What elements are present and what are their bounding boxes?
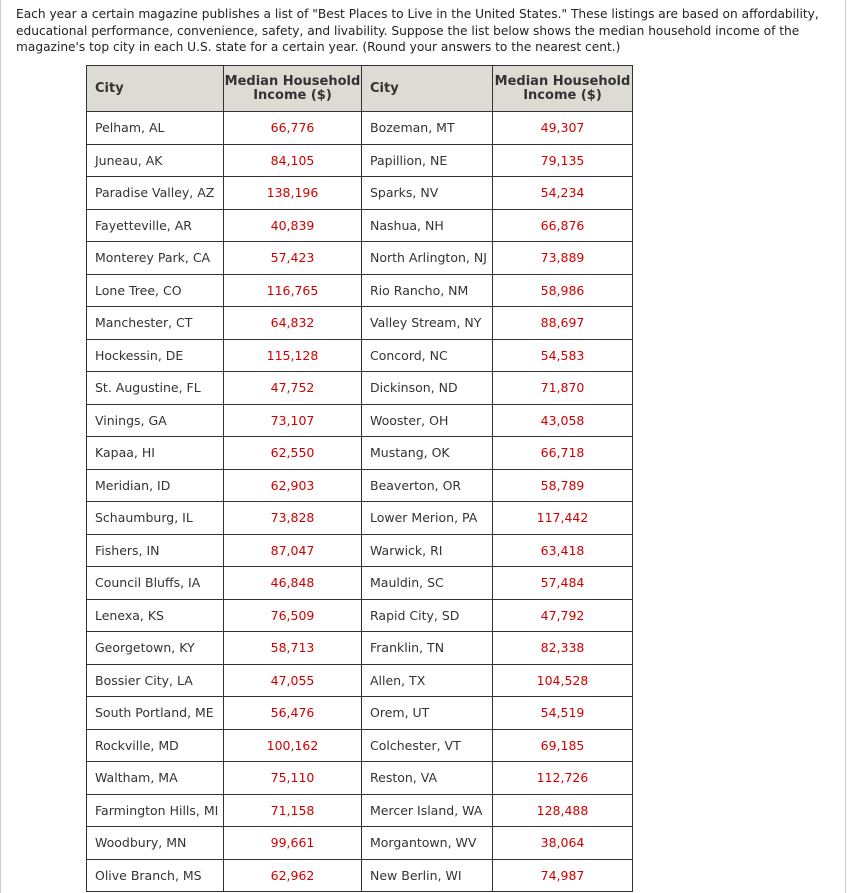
city-left-cell: Paradise Valley, AZ (87, 177, 224, 210)
income-left-cell: 47,055 (224, 664, 362, 697)
income-left-cell: 62,903 (224, 469, 362, 502)
income-right-cell: 54,234 (493, 177, 633, 210)
income-left-cell: 46,848 (224, 567, 362, 600)
income-left-cell: 56,476 (224, 697, 362, 730)
city-left-cell: Pelham, AL (87, 112, 224, 145)
city-right-cell: Mauldin, SC (362, 567, 493, 600)
problem-intro-text: Each year a certain magazine publishes a list of "Best Places to Live in the United States." These listings are based on affordability, educational performance, convenience, safety, and livability. Suppose the list below shows the median household income of the magazine's top city in each U.S. state for a certain year. (Round your answers to the nearest cent.) (16, 7, 819, 54)
income-right-cell: 88,697 (493, 307, 633, 340)
income-left-cell: 64,832 (224, 307, 362, 340)
table-row (87, 404, 633, 437)
city-right-cell: Franklin, TN (362, 632, 493, 665)
income-right-cell: 74,987 (493, 859, 633, 892)
income-left-cell: 71,158 (224, 794, 362, 827)
income-left-cell: 100,162 (224, 729, 362, 762)
city-left-cell: Rockville, MD (87, 729, 224, 762)
city-right-cell: Mercer Island, WA (362, 794, 493, 827)
city-right-cell: Warwick, RI (362, 534, 493, 567)
income-right-cell: 58,986 (493, 274, 633, 307)
income-right-cell: 58,789 (493, 469, 633, 502)
header-income-line2: Income ($) (253, 87, 332, 103)
city-left-cell: Farmington Hills, MI (87, 794, 224, 827)
city-right-cell: Rapid City, SD (362, 599, 493, 632)
city-right-cell: Dickinson, ND (362, 372, 493, 405)
income-right-cell: 54,583 (493, 339, 633, 372)
income-left-cell: 87,047 (224, 534, 362, 567)
income-table (86, 65, 633, 892)
income-left-cell: 116,765 (224, 274, 362, 307)
city-left-cell: Schaumburg, IL (87, 502, 224, 535)
city-left-cell: Lenexa, KS (87, 599, 224, 632)
table-row (87, 372, 633, 405)
city-right-cell: Morgantown, WV (362, 827, 493, 860)
city-left-cell: Vinings, GA (87, 404, 224, 437)
income-right-cell: 66,876 (493, 209, 633, 242)
table-row (87, 762, 633, 795)
city-right-cell: North Arlington, NJ (362, 242, 493, 275)
table-row (87, 469, 633, 502)
city-right-cell: Bozeman, MT (362, 112, 493, 145)
income-left-cell: 62,550 (224, 437, 362, 470)
city-left-cell: Fishers, IN (87, 534, 224, 567)
income-right-cell: 43,058 (493, 404, 633, 437)
income-left-cell: 40,839 (224, 209, 362, 242)
income-left-cell: 66,776 (224, 112, 362, 145)
income-left-cell: 99,661 (224, 827, 362, 860)
header-city-right: City (362, 66, 493, 112)
table-row (87, 177, 633, 210)
city-left-cell: Kapaa, HI (87, 437, 224, 470)
city-right-cell: Lower Merion, PA (362, 502, 493, 535)
city-right-cell: Beaverton, OR (362, 469, 493, 502)
table-row (87, 664, 633, 697)
table-row (87, 209, 633, 242)
income-right-cell: 57,484 (493, 567, 633, 600)
table-header-row (87, 66, 633, 112)
table-row (87, 144, 633, 177)
city-right-cell: New Berlin, WI (362, 859, 493, 892)
city-left-cell: Waltham, MA (87, 762, 224, 795)
table-row (87, 307, 633, 340)
table-row (87, 632, 633, 665)
income-right-cell: 82,338 (493, 632, 633, 665)
table-row (87, 599, 633, 632)
income-right-cell: 38,064 (493, 827, 633, 860)
header-income-line2: Income ($) (523, 87, 602, 103)
header-income-right (493, 66, 633, 112)
city-right-cell: Allen, TX (362, 664, 493, 697)
city-right-cell: Mustang, OK (362, 437, 493, 470)
table-row (87, 502, 633, 535)
table-row (87, 859, 633, 892)
city-right-cell: Valley Stream, NY (362, 307, 493, 340)
city-left-cell: Bossier City, LA (87, 664, 224, 697)
income-left-cell: 84,105 (224, 144, 362, 177)
city-right-cell: Rio Rancho, NM (362, 274, 493, 307)
table-row (87, 242, 633, 275)
income-left-cell: 73,107 (224, 404, 362, 437)
header-income-left (224, 66, 362, 112)
city-left-cell: Woodbury, MN (87, 827, 224, 860)
city-left-cell: Hockessin, DE (87, 339, 224, 372)
income-right-cell: 47,792 (493, 599, 633, 632)
city-left-cell: Council Bluffs, IA (87, 567, 224, 600)
income-left-cell: 138,196 (224, 177, 362, 210)
header-income-line1: Median Household (224, 73, 361, 89)
table-row (87, 437, 633, 470)
income-right-cell: 79,135 (493, 144, 633, 177)
city-left-cell: Olive Branch, MS (87, 859, 224, 892)
income-right-cell: 71,870 (493, 372, 633, 405)
income-right-cell: 54,519 (493, 697, 633, 730)
income-right-cell: 69,185 (493, 729, 633, 762)
header-income-line1: Median Household (494, 73, 631, 89)
income-right-cell: 49,307 (493, 112, 633, 145)
income-left-cell: 75,110 (224, 762, 362, 795)
income-left-cell: 57,423 (224, 242, 362, 275)
table-row (87, 339, 633, 372)
city-left-cell: Monterey Park, CA (87, 242, 224, 275)
table-row (87, 827, 633, 860)
city-left-cell: Lone Tree, CO (87, 274, 224, 307)
table-row (87, 729, 633, 762)
city-right-cell: Nashua, NH (362, 209, 493, 242)
city-right-cell: Reston, VA (362, 762, 493, 795)
city-right-cell: Wooster, OH (362, 404, 493, 437)
table-row (87, 534, 633, 567)
table-row (87, 112, 633, 145)
city-left-cell: St. Augustine, FL (87, 372, 224, 405)
city-right-cell: Sparks, NV (362, 177, 493, 210)
city-left-cell: South Portland, ME (87, 697, 224, 730)
city-left-cell: Meridian, ID (87, 469, 224, 502)
city-left-cell: Juneau, AK (87, 144, 224, 177)
income-right-cell: 73,889 (493, 242, 633, 275)
income-right-cell: 112,726 (493, 762, 633, 795)
income-left-cell: 76,509 (224, 599, 362, 632)
table-row (87, 697, 633, 730)
income-right-cell: 63,418 (493, 534, 633, 567)
header-city-left: City (87, 66, 224, 112)
city-right-cell: Concord, NC (362, 339, 493, 372)
income-left-cell: 115,128 (224, 339, 362, 372)
income-right-cell: 104,528 (493, 664, 633, 697)
income-left-cell: 73,828 (224, 502, 362, 535)
income-left-cell: 58,713 (224, 632, 362, 665)
income-right-cell: 117,442 (493, 502, 633, 535)
city-left-cell: Fayetteville, AR (87, 209, 224, 242)
city-left-cell: Georgetown, KY (87, 632, 224, 665)
table-row (87, 567, 633, 600)
table-row (87, 794, 633, 827)
table-body (87, 112, 633, 892)
income-right-cell: 66,718 (493, 437, 633, 470)
city-right-cell: Colchester, VT (362, 729, 493, 762)
city-right-cell: Orem, UT (362, 697, 493, 730)
income-left-cell: 62,962 (224, 859, 362, 892)
city-left-cell: Manchester, CT (87, 307, 224, 340)
income-left-cell: 47,752 (224, 372, 362, 405)
city-right-cell: Papillion, NE (362, 144, 493, 177)
table-row (87, 274, 633, 307)
income-right-cell: 128,488 (493, 794, 633, 827)
